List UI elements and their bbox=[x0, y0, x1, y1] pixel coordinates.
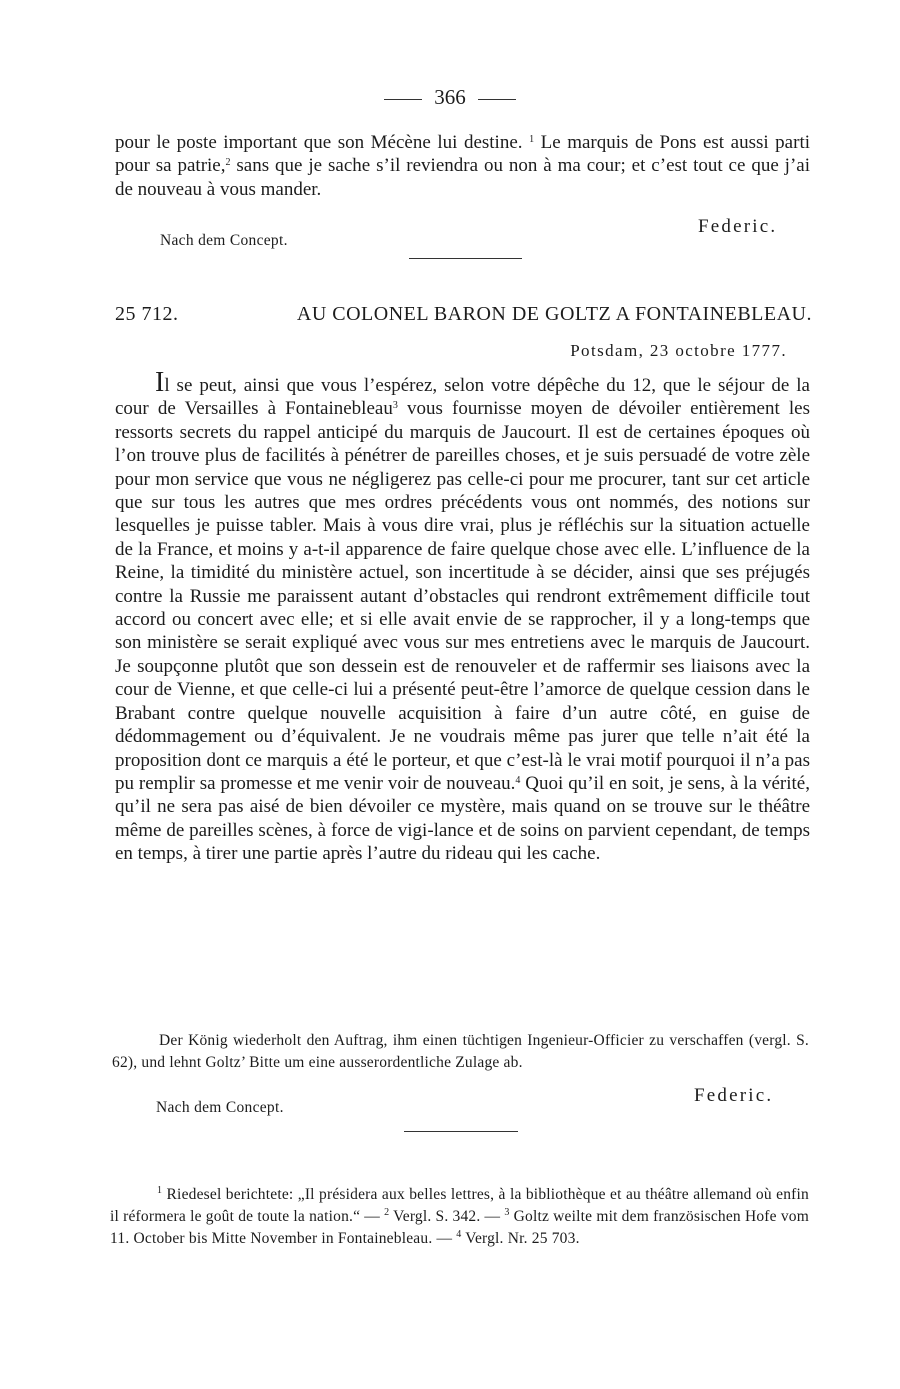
footnote-marker-1: 1 bbox=[157, 1185, 163, 1196]
continuation-text-3: sans que je sache s’il reviendra ou non à ma cour; et c’est tout ce que j’ai de nouveau à vous mander. bbox=[115, 155, 810, 200]
letter-place-date: Potsdam, 23 octobre 1777. bbox=[570, 341, 787, 360]
first-signature: Federic. bbox=[698, 216, 778, 237]
letter-signature: Federic. bbox=[694, 1085, 774, 1106]
footnote-ref-4: 4 bbox=[515, 774, 521, 786]
footnote-text-2: Vergl. S. 342. — bbox=[389, 1208, 505, 1225]
page-number-dash-left bbox=[384, 99, 422, 100]
footnote-divider bbox=[404, 1131, 518, 1132]
footnotes bbox=[110, 1184, 809, 1250]
page-number: 366 bbox=[434, 85, 466, 109]
letter-number: 25 712. bbox=[115, 303, 179, 325]
footnote-ref-3: 3 bbox=[392, 400, 398, 412]
letter-body-part-1: Il se peut, ainsi que vous l’espérez, selon votre dépêche du 12, que le séjour de la cour de Versailles à Fontainebleau bbox=[115, 367, 810, 420]
continuation-text-2: Le marquis de Pons est aussi parti pour sa patrie, bbox=[115, 132, 811, 177]
letter-body-part-2: vous fournisse moyen de dévoiler entièrement les ressorts secrets du rappel anticipé du marquis de Jaucourt. Il est de certaines époques où l’on trouve plus de facilités à pénétrer de pareilles choses, et je suis persuadé de votre zèle pour mon service que vous ne négligerez pas celle-ci pour me procurer, tant sur cet article que sur tous les autres que mes ordres précédents vous ont nommés, des notions sur lesquelles je puisse tabler. Mais à vous dire vrai, plus je réfléchis sur la situation actuelle de la France, et moins y a-t-il apparence de faire quelque chose avec elle. L’influence de la Reine, la timidité du ministère actuel, son incertitude à se décider, ainsi que ses préjugés contre la Russie me paraissent autant d’obstacles qui rendront extrêmement difficile tout accord ou concert avec elle; et si elle avait envie de se rapprocher, il y a long-temps que son ministère se serait expliqué avec vous sur mes entretiens avec le marquis de Jaucourt. Je soupçonne plutôt que son dessein est de renouveler et de raffermir ses liaisons avec la cour de Vienne, et que celle-ci lui a présenté peut-être l’amorce de quelque cession dans le Brabant contre quelque nouvelle acquisition à faire d’un autre côté, en guise de dédommagement ou d’équivalent. Je ne voudrais même pas jurer que telle n’ait été la proposition dont ce marquis a été le porteur, et que c’est-là le vrai motif pourquoi il n’a pas pu remplir sa promesse et me venir voir de nouveau. bbox=[115, 398, 810, 794]
first-source-note: Nach dem Concept. bbox=[160, 232, 288, 249]
letter-heading bbox=[115, 303, 812, 326]
letter-body-part-3: Quoi qu’il en soit, je sens, à la vérité, qu’il ne sera pas aisé de bien dévoiler ce mystère, mais quand on se trouve sur le théâtre même de pareilles scènes, à force de vigi-lance et de soins on parvient cependant, de temps en temps, à tirer une partie après l’autre du rideau qui les cache. bbox=[115, 772, 810, 865]
footnote-marker-4: 4 bbox=[456, 1229, 462, 1240]
page-header bbox=[0, 84, 900, 110]
footnote-text-1: Riedesel berichtete: „Il présidera aux belles lettres, à la bibliothèque et au théâtre allemand où enfin il réformera le goût de toute la nation.“ — bbox=[110, 1186, 809, 1225]
footnote-text-3: Goltz weilte mit dem französischen Hofe vom 11. October bis Mitte November in Fontainebleau. — bbox=[110, 1208, 809, 1247]
letter-title: AU COLONEL BARON DE GOLTZ A FONTAINEBLEAU. bbox=[296, 303, 812, 325]
footnote-ref-1: 1 bbox=[529, 134, 535, 145]
continuation-text-1: pour le poste important que son Mécène lui destine. bbox=[115, 132, 523, 153]
letter-source-note: Nach dem Concept. bbox=[156, 1099, 284, 1116]
footnote-ref-2: 2 bbox=[225, 157, 231, 169]
letter-body bbox=[115, 367, 810, 866]
page-number-dash-right bbox=[478, 99, 516, 100]
footnote-text-4: Vergl. Nr. 25 703. bbox=[461, 1230, 580, 1247]
footnote-marker-3: 3 bbox=[504, 1207, 510, 1218]
footnote-marker-2: 2 bbox=[384, 1207, 390, 1218]
previous-letter-ending bbox=[115, 131, 810, 201]
editorial-annotation: Der König wiederholt den Auftrag, ihm einen tüchtigen Ingenieur-Officier zu verschaffen (vergl. S. 62), und lehnt Goltz’ Bitte um eine ausserordentliche Zulage ab. bbox=[112, 1032, 809, 1071]
section-divider bbox=[409, 258, 522, 259]
